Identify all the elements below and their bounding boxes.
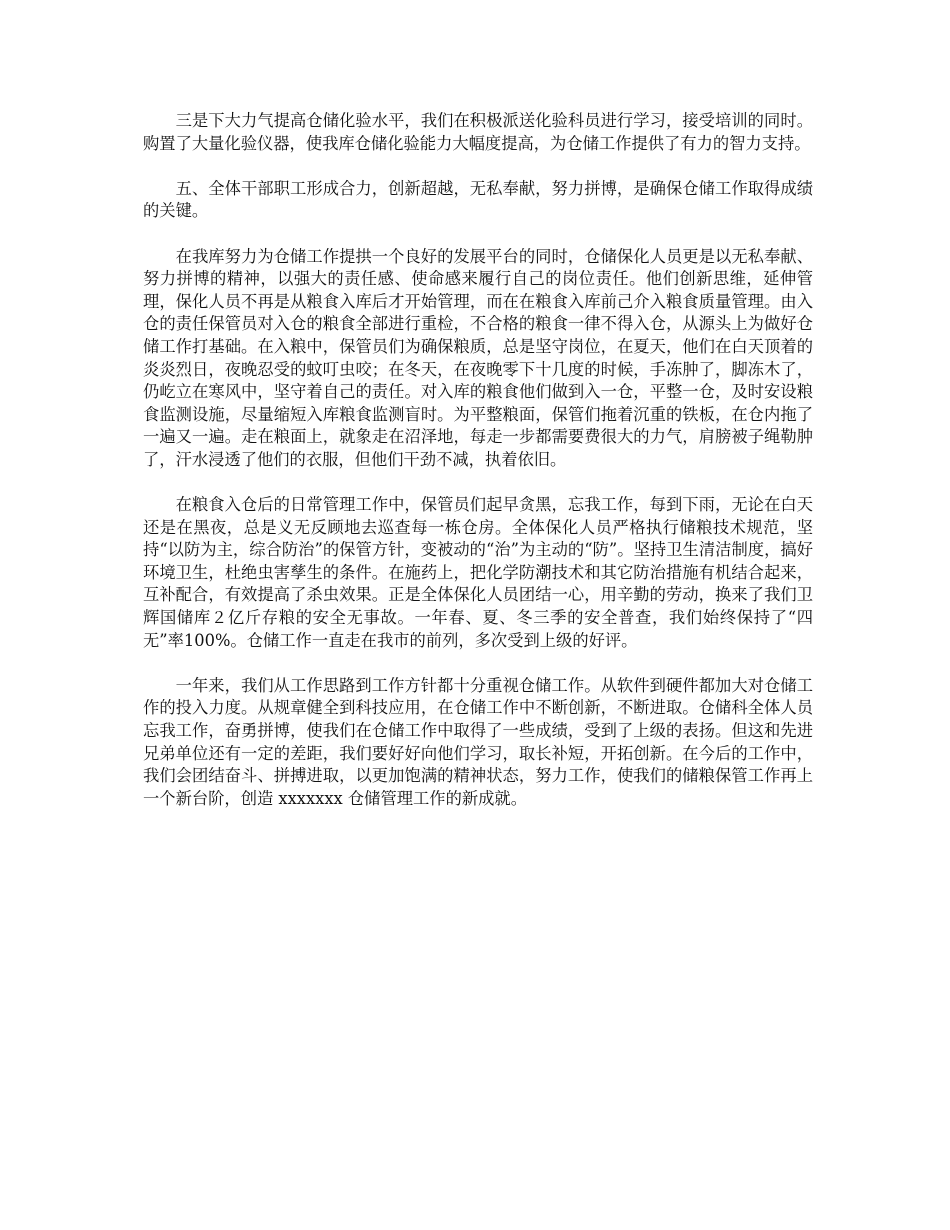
paragraph-section-five-heading: 五、全体干部职工形成合力，创新超越，无私奉献，努力拼博，是确保仓储工作取得成绩的关键。 (143, 178, 813, 221)
paragraph-staff-dedication: 在我库努力为仓储工作提拱一个良好的发展平台的同时，仓储保化人员更是以无私奉献、努力拼博的精神，以强大的责任感、使命感来履行自己的岗位责任。他们创新思维，延伸管理，保化人员不再是从粮食入库后才开始管理，而在在粮食入库前己介入粮食质量管理。由入仓的责任保管员对入仓的粮食全部进行重检，不合格的粮食一律不得入仓，从源头上为做好仓储工作打基础。在入粮中，保管员们为确保粮质，总是坚守岗位，在夏天，他们在白天顶着的炎炎烈日，夜晚忍受的蚊叮虫咬；在冬天，在夜晚零下十几度的时候，手冻肿了，脚冻木了，仍屹立在寒风中，坚守着自己的责任。对入库的粮食他们做到入一仓，平整一仓，及时安设粮食监测设施，尽量缩短入库粮食监测盲时。为平整粮面，保管们拖着沉重的铁板，在仓内拖了一遍又一遍。走在粮面上，就象走在沼泽地，每走一步都需要费很大的力气，肩膀被子绳勒肿了，汗水浸透了他们的衣服，但他们干劲不减，执着依旧。 (143, 246, 813, 469)
document-body (143, 110, 813, 833)
paragraph-chemical-testing: 三是下大力气提高仓储化验水平，我们在积极派送化验科员进行学习，接受培训的同时。购置了大量化验仪器，使我库仓储化验能力大幅度提高，为仓储工作提供了有力的智力支持。 (143, 111, 813, 153)
paragraph-year-summary: 一年来，我们从工作思路到工作方针都十分重视仓储工作。从软件到硬件都加大对仓储工作的投入力度。从规章健全到科技应用，在仓储工作中不断创新，不断进取。仓储科全体人员忘我工作，奋勇拼博，使我们在仓储工作中取得了一些成绩，受到了上级的表扬。但这和先进兄弟单位还有一定的差距，我们要好好向他们学习，取长补短，开拓创新。在今后的工作中，我们会团结奋斗、拼搏进取，以更加饱满的精神状态，努力工作，使我们的储粮保管工作再上一个新台阶，创造 xxxxxxx 仓储管理工作的新成就。 (143, 675, 813, 808)
paragraph-daily-management: 在粮食入仓后的日常管理工作中，保管员们起早贪黑，忘我工作，每到下雨，无论在白天还是在黑夜，总是义无反顾地去巡查每一栋仓房。全体保化人员严格执行储粮技术规范，坚持“以防为主，综合防治”的保管方针，变被动的“治”为主动的“防”。坚持卫生清洁制度，搞好环境卫生，杜绝虫害孳生的条件。在施药上，把化学防潮技术和其它防治措施有机结合起来，互补配合，有效提高了杀虫效果。正是全体保化人员团结一心，用辛勤的劳动，换来了我们卫辉国储库２亿斤存粮的安全无事故。一年春、夏、冬三季的安全普查，我们始终保持了“四无”率100%。仓储工作一直走在我市的前列，多次受到上级的好评。 (143, 495, 813, 650)
